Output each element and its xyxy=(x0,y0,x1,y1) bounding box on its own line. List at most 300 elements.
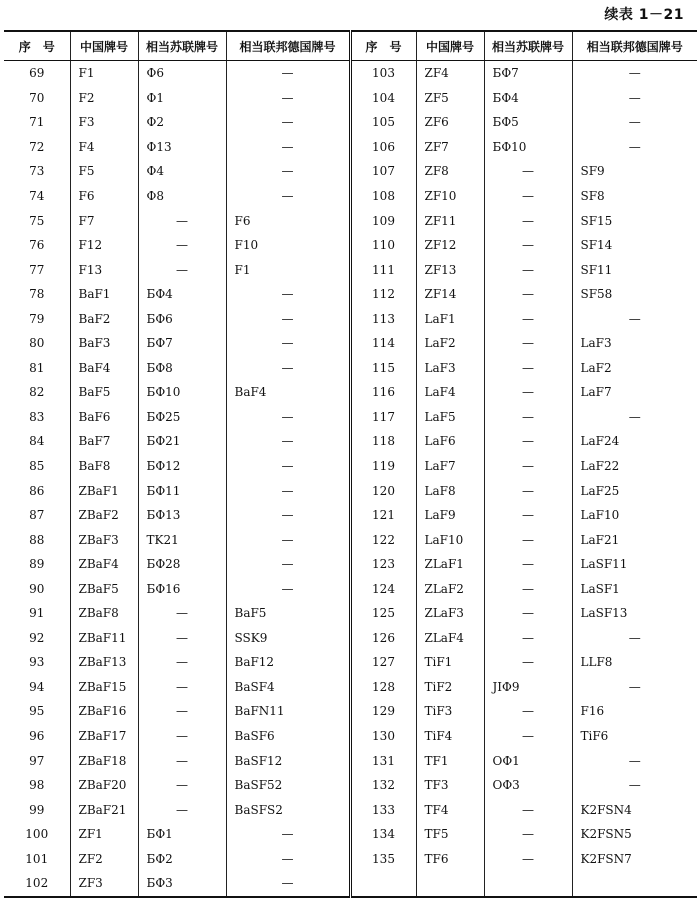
right-no-cell: 104 xyxy=(350,86,416,111)
left-china-grade-cell: ZBaF4 xyxy=(70,552,138,577)
table-row xyxy=(4,626,697,651)
right-ussr-grade-cell: — xyxy=(484,306,572,331)
left-china-grade-cell: BaF6 xyxy=(70,405,138,430)
right-china-grade-cell: TiF4 xyxy=(416,724,484,749)
table-row xyxy=(4,233,697,258)
right-frg-grade-cell: — xyxy=(628,115,641,130)
right-ussr-grade-cell: — xyxy=(484,478,572,503)
right-china-grade-cell: LaF5 xyxy=(416,405,484,430)
right-frg-grade-cell: LaF3 xyxy=(580,336,612,351)
left-frg-grade-cell: — xyxy=(226,306,350,331)
table-row xyxy=(4,429,697,454)
left-no-cell: 98 xyxy=(4,773,70,798)
left-frg-grade-cell: F1 xyxy=(226,257,350,282)
left-ussr-grade-cell: — xyxy=(138,748,226,773)
right-ussr-grade-cell: — xyxy=(484,822,572,847)
right-china-grade-cell: LaF10 xyxy=(416,527,484,552)
table-row xyxy=(4,797,697,822)
right-no-cell: 103 xyxy=(350,61,416,86)
right-frg-grade-cell: K2FSN7 xyxy=(580,851,632,866)
right-ussr-grade-cell: БΦ7 xyxy=(484,61,572,86)
left-frg-grade-cell: — xyxy=(226,576,350,601)
right-frg-grade-cell: — xyxy=(628,90,641,105)
right-ussr-grade-cell: — xyxy=(484,257,572,282)
right-frg-grade-cell: TiF6 xyxy=(580,729,609,744)
left-frg-grade-cell: — xyxy=(226,552,350,577)
right-china-grade-cell: ZF6 xyxy=(416,110,484,135)
left-ussr-grade-cell: БΦ28 xyxy=(138,552,226,577)
left-frg-grade-cell: — xyxy=(226,405,350,430)
right-frg-grade-cell: SF9 xyxy=(580,164,605,179)
left-frg-grade-cell: — xyxy=(226,86,350,111)
left-ussr-grade-cell: Φ1 xyxy=(138,86,226,111)
right-no-cell: 128 xyxy=(350,675,416,700)
right-ussr-grade-cell: — xyxy=(484,650,572,675)
left-ussr-grade-cell: — xyxy=(138,797,226,822)
left-frg-grade-cell: — xyxy=(226,527,350,552)
left-no-cell: 88 xyxy=(4,527,70,552)
right-china-grade-cell: ZF14 xyxy=(416,282,484,307)
right-china-grade-cell: LaF8 xyxy=(416,478,484,503)
left-no-cell: 92 xyxy=(4,626,70,651)
right-frg-grade-cell: SF58 xyxy=(580,287,613,302)
right-ussr-grade-cell xyxy=(484,871,572,897)
table-row xyxy=(4,257,697,282)
right-frg-grade-cell: SF15 xyxy=(580,213,613,228)
right-ussr-grade-cell: — xyxy=(484,405,572,430)
left-ussr-grade-cell: TK21 xyxy=(138,527,226,552)
left-no-cell: 90 xyxy=(4,576,70,601)
right-no-cell xyxy=(350,871,416,897)
right-no-cell: 121 xyxy=(350,503,416,528)
right-frg-grade-cell: — xyxy=(628,778,641,793)
right-ussr-grade-cell: — xyxy=(484,429,572,454)
left-frg-grade-cell: — xyxy=(226,503,350,528)
table-row xyxy=(4,699,697,724)
left-china-grade-cell: ZBaF21 xyxy=(70,797,138,822)
left-china-grade-cell: ZBaF1 xyxy=(70,478,138,503)
left-frg-grade-cell: — xyxy=(226,822,350,847)
left-no-cell: 101 xyxy=(4,847,70,872)
table-row xyxy=(4,847,697,872)
left-ussr-grade-cell: — xyxy=(138,650,226,675)
right-ussr-grade-cell: — xyxy=(484,576,572,601)
left-china-grade-cell: BaF3 xyxy=(70,331,138,356)
left-no-cell: 81 xyxy=(4,356,70,381)
header-right-china: 中国牌号 xyxy=(416,31,484,61)
table-row xyxy=(4,356,697,381)
left-no-cell: 84 xyxy=(4,429,70,454)
left-china-grade-cell: F6 xyxy=(70,184,138,209)
right-ussr-grade-cell: — xyxy=(484,159,572,184)
left-frg-grade-cell: — xyxy=(226,110,350,135)
left-no-cell: 102 xyxy=(4,871,70,897)
left-ussr-grade-cell: БΦ16 xyxy=(138,576,226,601)
left-frg-grade-cell: BaF5 xyxy=(226,601,350,626)
right-frg-grade-cell: K2FSN4 xyxy=(580,802,632,817)
left-ussr-grade-cell: — xyxy=(138,724,226,749)
right-no-cell: 116 xyxy=(350,380,416,405)
table-row xyxy=(4,871,697,897)
right-frg-grade-cell xyxy=(572,871,697,897)
left-frg-grade-cell: — xyxy=(226,61,350,86)
left-frg-grade-cell: — xyxy=(226,847,350,872)
left-no-cell: 87 xyxy=(4,503,70,528)
left-no-cell: 91 xyxy=(4,601,70,626)
left-ussr-grade-cell: — xyxy=(138,257,226,282)
right-no-cell: 110 xyxy=(350,233,416,258)
right-china-grade-cell: LaF9 xyxy=(416,503,484,528)
right-ussr-grade-cell: — xyxy=(484,380,572,405)
left-no-cell: 80 xyxy=(4,331,70,356)
left-no-cell: 100 xyxy=(4,822,70,847)
left-ussr-grade-cell: Φ8 xyxy=(138,184,226,209)
header-right-no: 序 号 xyxy=(350,31,416,61)
left-no-cell: 77 xyxy=(4,257,70,282)
table-row xyxy=(4,454,697,479)
table-row xyxy=(4,159,697,184)
right-frg-grade-cell: LaF7 xyxy=(580,385,612,400)
right-ussr-grade-cell: — xyxy=(484,847,572,872)
left-china-grade-cell: BaF2 xyxy=(70,306,138,331)
left-no-cell: 75 xyxy=(4,208,70,233)
left-no-cell: 89 xyxy=(4,552,70,577)
left-ussr-grade-cell: БΦ4 xyxy=(138,282,226,307)
right-no-cell: 133 xyxy=(350,797,416,822)
right-ussr-grade-cell: — xyxy=(484,527,572,552)
left-no-cell: 96 xyxy=(4,724,70,749)
left-ussr-grade-cell: БΦ2 xyxy=(138,847,226,872)
left-ussr-grade-cell: БΦ3 xyxy=(138,871,226,897)
header-right-frg: 相当联邦德国牌号 xyxy=(572,31,697,61)
left-no-cell: 79 xyxy=(4,306,70,331)
left-no-cell: 71 xyxy=(4,110,70,135)
right-china-grade-cell: ZF8 xyxy=(416,159,484,184)
right-no-cell: 119 xyxy=(350,454,416,479)
right-frg-grade-cell: LaSF13 xyxy=(580,606,628,621)
table-row xyxy=(4,110,697,135)
left-frg-grade-cell: — xyxy=(226,478,350,503)
table-row xyxy=(4,822,697,847)
table-row xyxy=(4,650,697,675)
right-ussr-grade-cell: — xyxy=(484,282,572,307)
left-china-grade-cell: F4 xyxy=(70,135,138,160)
right-no-cell: 125 xyxy=(350,601,416,626)
right-ussr-grade-cell: — xyxy=(484,356,572,381)
left-ussr-grade-cell: БΦ11 xyxy=(138,478,226,503)
left-china-grade-cell: BaF1 xyxy=(70,282,138,307)
right-china-grade-cell: LaF3 xyxy=(416,356,484,381)
right-no-cell: 105 xyxy=(350,110,416,135)
right-ussr-grade-cell: — xyxy=(484,233,572,258)
right-no-cell: 118 xyxy=(350,429,416,454)
right-china-grade-cell xyxy=(416,871,484,897)
right-ussr-grade-cell: БΦ5 xyxy=(484,110,572,135)
left-china-grade-cell: F5 xyxy=(70,159,138,184)
left-no-cell: 83 xyxy=(4,405,70,430)
right-frg-grade-cell: LaF22 xyxy=(580,459,620,474)
right-frg-grade-cell: SF14 xyxy=(580,238,613,253)
right-no-cell: 124 xyxy=(350,576,416,601)
left-china-grade-cell: ZBaF5 xyxy=(70,576,138,601)
right-frg-grade-cell: — xyxy=(628,311,641,326)
left-frg-grade-cell: BaSF12 xyxy=(226,748,350,773)
left-frg-grade-cell: — xyxy=(226,429,350,454)
right-china-grade-cell: LaF2 xyxy=(416,331,484,356)
header-left-no: 序 号 xyxy=(4,31,70,61)
right-no-cell: 127 xyxy=(350,650,416,675)
table-row xyxy=(4,380,697,405)
left-ussr-grade-cell: БΦ1 xyxy=(138,822,226,847)
right-frg-grade-cell: SF11 xyxy=(580,262,613,277)
right-ussr-grade-cell: OΦ3 xyxy=(484,773,572,798)
table-row xyxy=(4,135,697,160)
right-frg-grade-cell: LaF10 xyxy=(580,508,620,523)
left-china-grade-cell: ZBaF16 xyxy=(70,699,138,724)
right-ussr-grade-cell: — xyxy=(484,724,572,749)
right-china-grade-cell: TiF2 xyxy=(416,675,484,700)
right-ussr-grade-cell: — xyxy=(484,208,572,233)
right-no-cell: 108 xyxy=(350,184,416,209)
header-left-china: 中国牌号 xyxy=(70,31,138,61)
table-row xyxy=(4,208,697,233)
right-ussr-grade-cell: — xyxy=(484,601,572,626)
right-china-grade-cell: LaF4 xyxy=(416,380,484,405)
right-ussr-grade-cell: — xyxy=(484,699,572,724)
right-china-grade-cell: LaF6 xyxy=(416,429,484,454)
right-ussr-grade-cell: — xyxy=(484,184,572,209)
right-no-cell: 126 xyxy=(350,626,416,651)
left-frg-grade-cell: F6 xyxy=(226,208,350,233)
right-no-cell: 134 xyxy=(350,822,416,847)
left-china-grade-cell: BaF8 xyxy=(70,454,138,479)
left-ussr-grade-cell: БΦ7 xyxy=(138,331,226,356)
right-china-grade-cell: LaF7 xyxy=(416,454,484,479)
left-frg-grade-cell: — xyxy=(226,454,350,479)
right-china-grade-cell: ZF10 xyxy=(416,184,484,209)
right-ussr-grade-cell: БΦ10 xyxy=(484,135,572,160)
left-frg-grade-cell: — xyxy=(226,356,350,381)
left-frg-grade-cell: — xyxy=(226,159,350,184)
left-ussr-grade-cell: БΦ8 xyxy=(138,356,226,381)
left-china-grade-cell: F12 xyxy=(70,233,138,258)
left-china-grade-cell: ZF3 xyxy=(70,871,138,897)
table-body xyxy=(4,61,697,897)
left-china-grade-cell: ZF2 xyxy=(70,847,138,872)
right-china-grade-cell: TF1 xyxy=(416,748,484,773)
header-right-ussr: 相当苏联牌号 xyxy=(484,31,572,61)
left-china-grade-cell: ZBaF2 xyxy=(70,503,138,528)
left-china-grade-cell: F1 xyxy=(70,61,138,86)
right-no-cell: 123 xyxy=(350,552,416,577)
right-frg-grade-cell: — xyxy=(628,630,641,645)
left-ussr-grade-cell: БΦ10 xyxy=(138,380,226,405)
right-ussr-grade-cell: — xyxy=(484,552,572,577)
left-no-cell: 99 xyxy=(4,797,70,822)
right-china-grade-cell: TiF1 xyxy=(416,650,484,675)
left-no-cell: 82 xyxy=(4,380,70,405)
table-row xyxy=(4,61,697,86)
left-ussr-grade-cell: — xyxy=(138,699,226,724)
left-frg-grade-cell: — xyxy=(226,184,350,209)
left-frg-grade-cell: — xyxy=(226,135,350,160)
right-frg-grade-cell: LaSF11 xyxy=(580,557,628,572)
right-no-cell: 120 xyxy=(350,478,416,503)
right-china-grade-cell: ZLaF2 xyxy=(416,576,484,601)
right-china-grade-cell: ZF7 xyxy=(416,135,484,160)
right-china-grade-cell: TF3 xyxy=(416,773,484,798)
right-no-cell: 107 xyxy=(350,159,416,184)
table-row xyxy=(4,331,697,356)
left-frg-grade-cell: BaSF4 xyxy=(226,675,350,700)
right-china-grade-cell: TF5 xyxy=(416,822,484,847)
left-frg-grade-cell: — xyxy=(226,282,350,307)
right-no-cell: 113 xyxy=(350,306,416,331)
left-frg-grade-cell: — xyxy=(226,871,350,897)
header-left-frg: 相当联邦德国牌号 xyxy=(226,31,350,61)
right-china-grade-cell: TF6 xyxy=(416,847,484,872)
left-china-grade-cell: F3 xyxy=(70,110,138,135)
left-ussr-grade-cell: — xyxy=(138,233,226,258)
right-china-grade-cell: ZF13 xyxy=(416,257,484,282)
table-row xyxy=(4,306,697,331)
table-row xyxy=(4,478,697,503)
right-no-cell: 130 xyxy=(350,724,416,749)
right-no-cell: 115 xyxy=(350,356,416,381)
table-row xyxy=(4,601,697,626)
left-ussr-grade-cell: БΦ21 xyxy=(138,429,226,454)
right-frg-grade-cell: F16 xyxy=(580,704,605,719)
right-ussr-grade-cell: — xyxy=(484,454,572,479)
right-no-cell: 131 xyxy=(350,748,416,773)
right-frg-grade-cell: LaF25 xyxy=(580,483,620,498)
left-no-cell: 69 xyxy=(4,61,70,86)
left-china-grade-cell: ZBaF8 xyxy=(70,601,138,626)
left-ussr-grade-cell: — xyxy=(138,773,226,798)
right-china-grade-cell: ZLaF1 xyxy=(416,552,484,577)
right-china-grade-cell: ZF5 xyxy=(416,86,484,111)
right-no-cell: 132 xyxy=(350,773,416,798)
right-china-grade-cell: ZLaF4 xyxy=(416,626,484,651)
right-china-grade-cell: ZF12 xyxy=(416,233,484,258)
right-no-cell: 109 xyxy=(350,208,416,233)
right-frg-grade-cell: LaF2 xyxy=(580,360,612,375)
table-row xyxy=(4,184,697,209)
right-china-grade-cell: ZF4 xyxy=(416,61,484,86)
left-ussr-grade-cell: БΦ6 xyxy=(138,306,226,331)
left-ussr-grade-cell: БΦ12 xyxy=(138,454,226,479)
left-china-grade-cell: BaF5 xyxy=(70,380,138,405)
left-china-grade-cell: F2 xyxy=(70,86,138,111)
right-no-cell: 114 xyxy=(350,331,416,356)
left-ussr-grade-cell: Φ2 xyxy=(138,110,226,135)
header-left-ussr: 相当苏联牌号 xyxy=(138,31,226,61)
table-row xyxy=(4,576,697,601)
right-ussr-grade-cell: OΦ1 xyxy=(484,748,572,773)
table-row xyxy=(4,527,697,552)
left-no-cell: 85 xyxy=(4,454,70,479)
left-frg-grade-cell: BaF12 xyxy=(226,650,350,675)
right-china-grade-cell: TiF3 xyxy=(416,699,484,724)
left-china-grade-cell: ZF1 xyxy=(70,822,138,847)
left-no-cell: 70 xyxy=(4,86,70,111)
right-frg-grade-cell: K2FSN5 xyxy=(580,827,632,842)
left-china-grade-cell: ZBaF20 xyxy=(70,773,138,798)
left-frg-grade-cell: BaSF6 xyxy=(226,724,350,749)
right-ussr-grade-cell: — xyxy=(484,503,572,528)
right-frg-grade-cell: SF8 xyxy=(580,189,605,203)
left-no-cell: 76 xyxy=(4,233,70,258)
right-no-cell: 122 xyxy=(350,527,416,552)
table-row xyxy=(4,773,697,798)
table-row xyxy=(4,503,697,528)
left-china-grade-cell: ZBaF15 xyxy=(70,675,138,700)
right-frg-grade-cell: — xyxy=(628,409,641,424)
left-frg-grade-cell: BaSFS2 xyxy=(226,797,350,822)
left-no-cell: 86 xyxy=(4,478,70,503)
left-china-grade-cell: ZBaF3 xyxy=(70,527,138,552)
right-no-cell: 111 xyxy=(350,257,416,282)
table-caption: 续表 1－21 xyxy=(604,7,684,23)
left-ussr-grade-cell: — xyxy=(138,208,226,233)
header-row xyxy=(4,31,697,61)
right-frg-grade-cell: — xyxy=(628,139,641,154)
right-frg-grade-cell: LaF21 xyxy=(580,532,620,547)
right-frg-grade-cell: — xyxy=(628,679,641,694)
left-china-grade-cell: ZBaF11 xyxy=(70,626,138,651)
left-no-cell: 93 xyxy=(4,650,70,675)
left-no-cell: 95 xyxy=(4,699,70,724)
left-no-cell: 78 xyxy=(4,282,70,307)
left-no-cell: 74 xyxy=(4,184,70,209)
left-no-cell: 73 xyxy=(4,159,70,184)
right-frg-grade-cell: — xyxy=(628,753,641,768)
left-china-grade-cell: ZBaF18 xyxy=(70,748,138,773)
left-frg-grade-cell: BaF4 xyxy=(226,380,350,405)
left-frg-grade-cell: BaFN11 xyxy=(226,699,350,724)
left-frg-grade-cell: BaSF52 xyxy=(226,773,350,798)
left-frg-grade-cell: F10 xyxy=(226,233,350,258)
right-ussr-grade-cell: — xyxy=(484,626,572,651)
table-row xyxy=(4,748,697,773)
right-ussr-grade-cell: — xyxy=(484,797,572,822)
right-frg-grade-cell: — xyxy=(628,66,641,81)
right-ussr-grade-cell: — xyxy=(484,331,572,356)
left-ussr-grade-cell: — xyxy=(138,626,226,651)
left-china-grade-cell: BaF4 xyxy=(70,356,138,381)
right-no-cell: 106 xyxy=(350,135,416,160)
right-no-cell: 117 xyxy=(350,405,416,430)
table-row xyxy=(4,552,697,577)
right-china-grade-cell: LaF1 xyxy=(416,306,484,331)
right-frg-grade-cell: LaSF1 xyxy=(580,581,620,596)
right-no-cell: 112 xyxy=(350,282,416,307)
left-frg-grade-cell: — xyxy=(226,331,350,356)
right-no-cell: 135 xyxy=(350,847,416,872)
table-row xyxy=(4,724,697,749)
left-no-cell: 94 xyxy=(4,675,70,700)
left-ussr-grade-cell: БΦ25 xyxy=(138,405,226,430)
left-no-cell: 97 xyxy=(4,748,70,773)
left-china-grade-cell: F13 xyxy=(70,257,138,282)
right-frg-grade-cell: LaF24 xyxy=(580,434,620,449)
left-no-cell: 72 xyxy=(4,135,70,160)
right-frg-grade-cell: LLF8 xyxy=(580,655,613,670)
right-ussr-grade-cell: БΦ4 xyxy=(484,86,572,111)
left-frg-grade-cell: SSK9 xyxy=(226,626,350,651)
left-ussr-grade-cell: БΦ13 xyxy=(138,503,226,528)
left-china-grade-cell: BaF7 xyxy=(70,429,138,454)
